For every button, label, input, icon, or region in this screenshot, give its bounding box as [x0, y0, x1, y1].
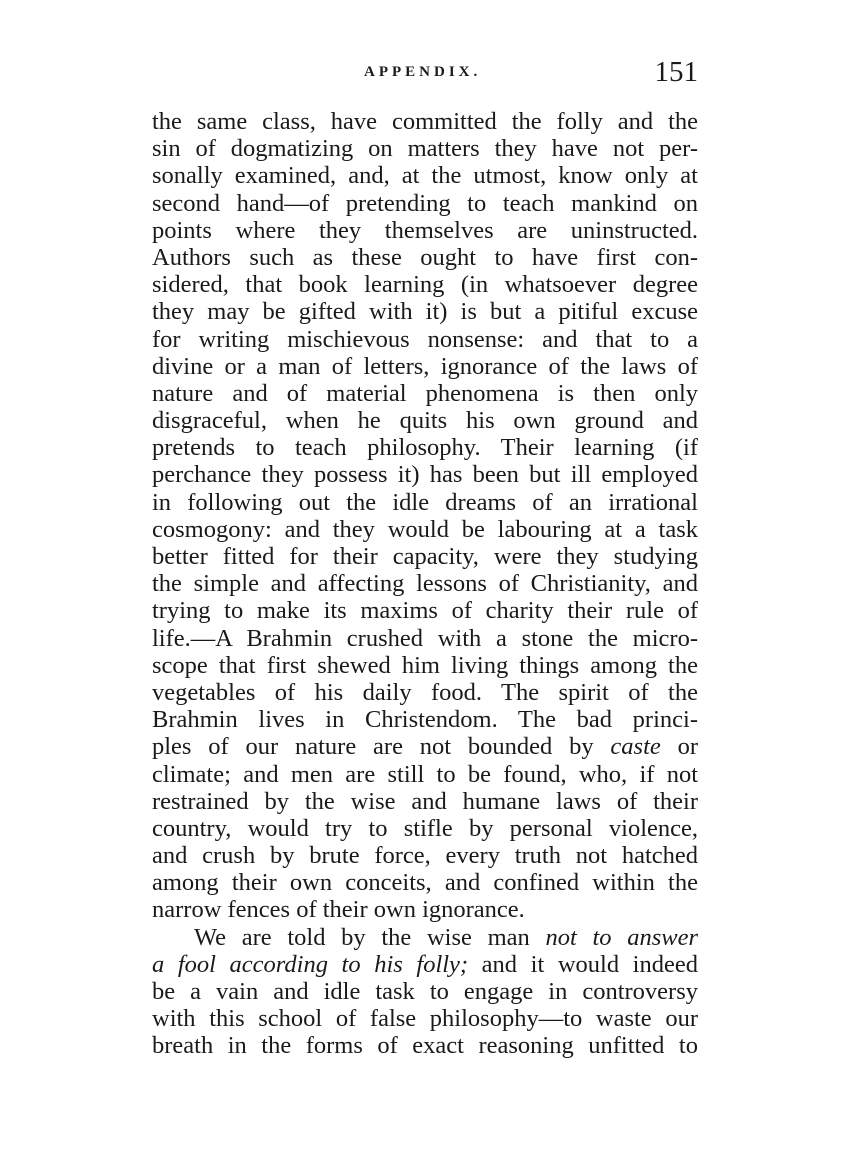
text-line: nature and of material phenomena is then only — [152, 379, 698, 407]
text-line: sonally examined, and, at the utmost, know only at — [152, 162, 698, 190]
text-line: narrow fences of their own ignorance. — [152, 896, 525, 924]
body-text — [152, 108, 698, 1060]
text-line: disgraceful, when he quits his own ground and — [152, 407, 698, 435]
text-line: Brahmin lives in Christendom. The bad princi- — [152, 706, 698, 734]
text-line: in following out the idle dreams of an irrational — [152, 488, 698, 516]
text-line: life.—A Brahmin crushed with a stone the micro- — [152, 624, 698, 652]
running-head-title: APPENDIX. — [364, 64, 482, 80]
text-line: vegetables of his daily food. The spirit of the — [152, 678, 698, 706]
text-line: divine or a man of letters, ignorance of the laws of — [152, 352, 698, 380]
text-line: the same class, have committed the folly and the — [152, 108, 698, 135]
text-line: among their own conceits, and confined within the — [152, 869, 698, 897]
text-line: country, would try to stifle by personal violence, — [152, 814, 698, 842]
text-line: better fitted for their capacity, were they studying — [152, 543, 698, 570]
text-span: We are told by the wise man — [194, 923, 546, 951]
italic-phrase: not to answer — [545, 923, 698, 951]
text-line: pretends to teach philosophy. Their learning (if — [152, 434, 698, 462]
text-span: and it would indeed — [468, 950, 698, 978]
text-span: ples of our nature are not bounded by — [152, 733, 611, 761]
italic-phrase: a fool according to his folly; — [152, 950, 469, 978]
text-line: climate; and men are still to be found, who, if not — [152, 760, 698, 788]
text-line: the simple and affecting lessons of Christianity, and — [152, 570, 698, 598]
text-line: scope that first shewed him living things among the — [152, 651, 698, 679]
text-line: points where they themselves are uninstructed. — [152, 216, 698, 244]
text-line: restrained by the wise and humane laws of their — [152, 787, 698, 815]
page-number: 151 — [654, 56, 698, 88]
text-line: perchance they possess it) has been but ill employed — [152, 461, 698, 489]
text-span: or — [660, 733, 698, 761]
text-line — [152, 733, 698, 760]
italic-phrase: caste — [610, 733, 661, 761]
text-line: sin of dogmatizing on matters they have not per- — [152, 135, 698, 163]
text-line: breath in the forms of exact reasoning unfitted to — [152, 1032, 698, 1060]
text-line: Authors such as these ought to have first con- — [152, 243, 698, 271]
text-line — [152, 951, 698, 978]
text-line: trying to make its maxims of charity their rule of — [152, 597, 698, 625]
text-line: they may be gifted with it) is but a pitiful excuse — [152, 298, 698, 326]
text-line: second hand—of pretending to teach mankind on — [152, 189, 698, 217]
text-line: cosmogony: and they would be labouring at a task — [152, 515, 698, 543]
text-line — [152, 924, 698, 951]
text-line: and crush by brute force, every truth not hatched — [152, 842, 698, 870]
text-line: sidered, that book learning (in whatsoever degree — [152, 271, 698, 299]
running-head — [150, 56, 698, 96]
text-line: for writing mischievous nonsense: and that to a — [152, 325, 698, 353]
text-line: with this school of false philosophy—to waste our — [152, 1005, 698, 1033]
text-line: be a vain and idle task to engage in controversy — [152, 978, 698, 1005]
